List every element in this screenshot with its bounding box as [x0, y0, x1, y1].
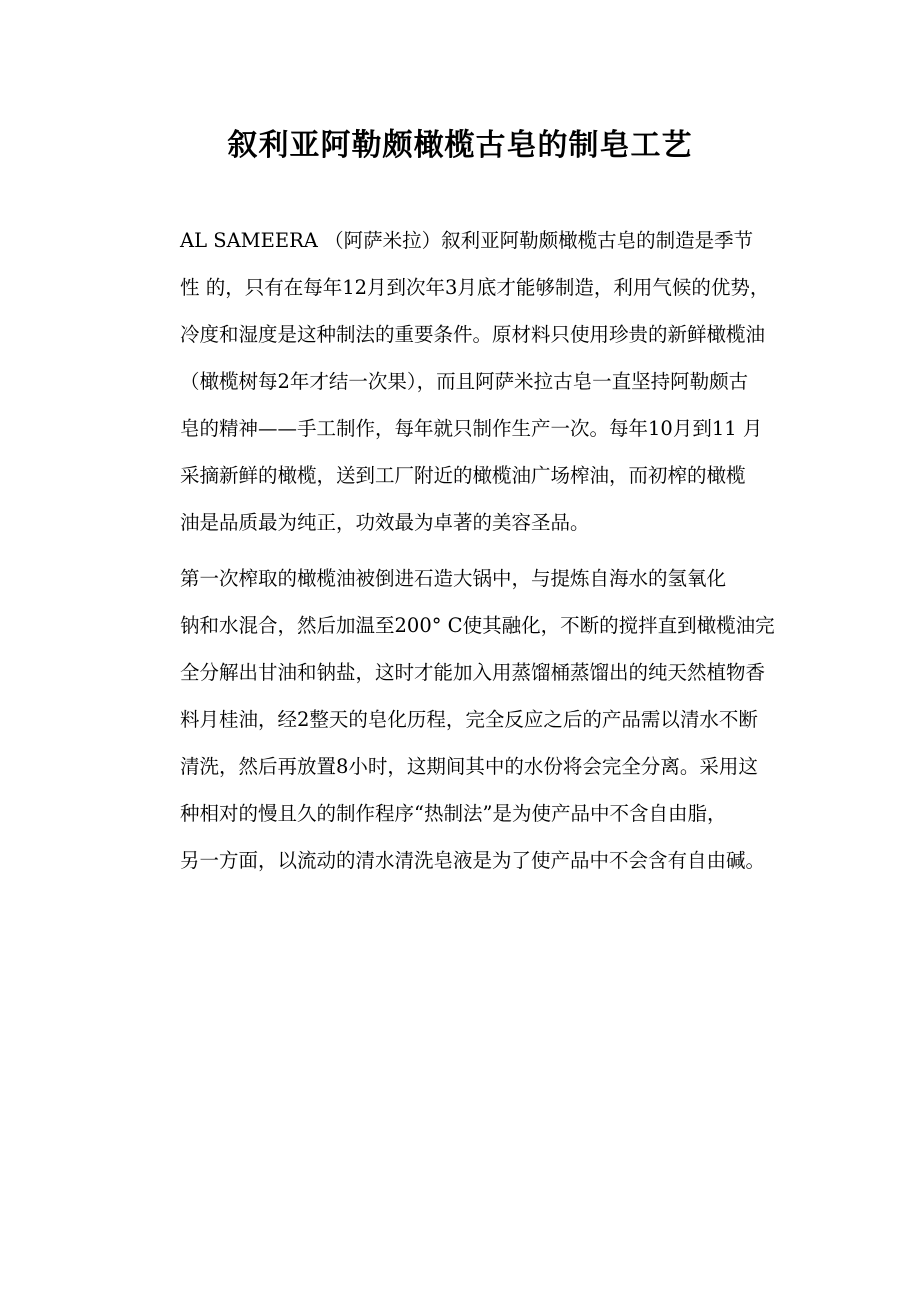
paragraph-line: AL SAMEERA （阿萨米拉）叙利亚阿勒颇橄榄古皂的制造是季节 [180, 229, 754, 252]
paragraph-line: 第一次榨取的橄榄油被倒进石造大锅中，与提炼自海水的氢氧化 [180, 567, 727, 590]
paragraph-line: 采摘新鲜的橄榄，送到工厂附近的橄榄油广场榨油，而初榨的橄榄 [180, 464, 746, 487]
paragraph-1 [136, 217, 788, 546]
paragraph-line: 冷度和湿度是这种制法的重要条件。原材料只使用珍贵的新鲜橄榄油 [180, 323, 766, 346]
document-title: 叙利亚阿勒颇橄榄古皂的制皂工艺 [227, 128, 693, 163]
paragraph-line: （橄榄树每2年才结一次果），而且阿萨米拉古皂一直坚持阿勒颇古 [180, 370, 749, 393]
paragraph-line: 皂的精神——手工制作，每年就只制作生产一次。每年10月到11 月 [180, 417, 763, 440]
paragraph-line: 钠和水混合，然后加温至200° C使其融化，不断的搅拌直到橄榄油完 [180, 614, 775, 637]
paragraph-2 [136, 555, 788, 884]
paragraph-line: 种相对的慢且久的制作程序“热制法”是为使产品中不含自由脂， [180, 802, 727, 825]
paragraph-line: 全分解出甘油和钠盐，这时才能加入用蒸馏桶蒸馏出的纯天然植物香 [180, 661, 766, 684]
paragraph-line: 油是品质最为纯正，功效最为卓著的美容圣品。 [180, 511, 590, 534]
paragraph-line: 清洗，然后再放置8小时，这期间其中的水份将会完全分离。采用这 [180, 755, 758, 778]
paragraph-line: 料月桂油，经2整天的皂化历程，完全反应之后的产品需以清水不断 [180, 708, 758, 731]
paragraph-line: 另一方面，以流动的清水清洗皂液是为了使产品中不会含有自由碱。 [180, 849, 766, 872]
paragraph-line: 性 的，只有在每年12月到次年3月底才能够制造，利用气候的优势， [180, 276, 770, 299]
document-body [136, 217, 788, 884]
